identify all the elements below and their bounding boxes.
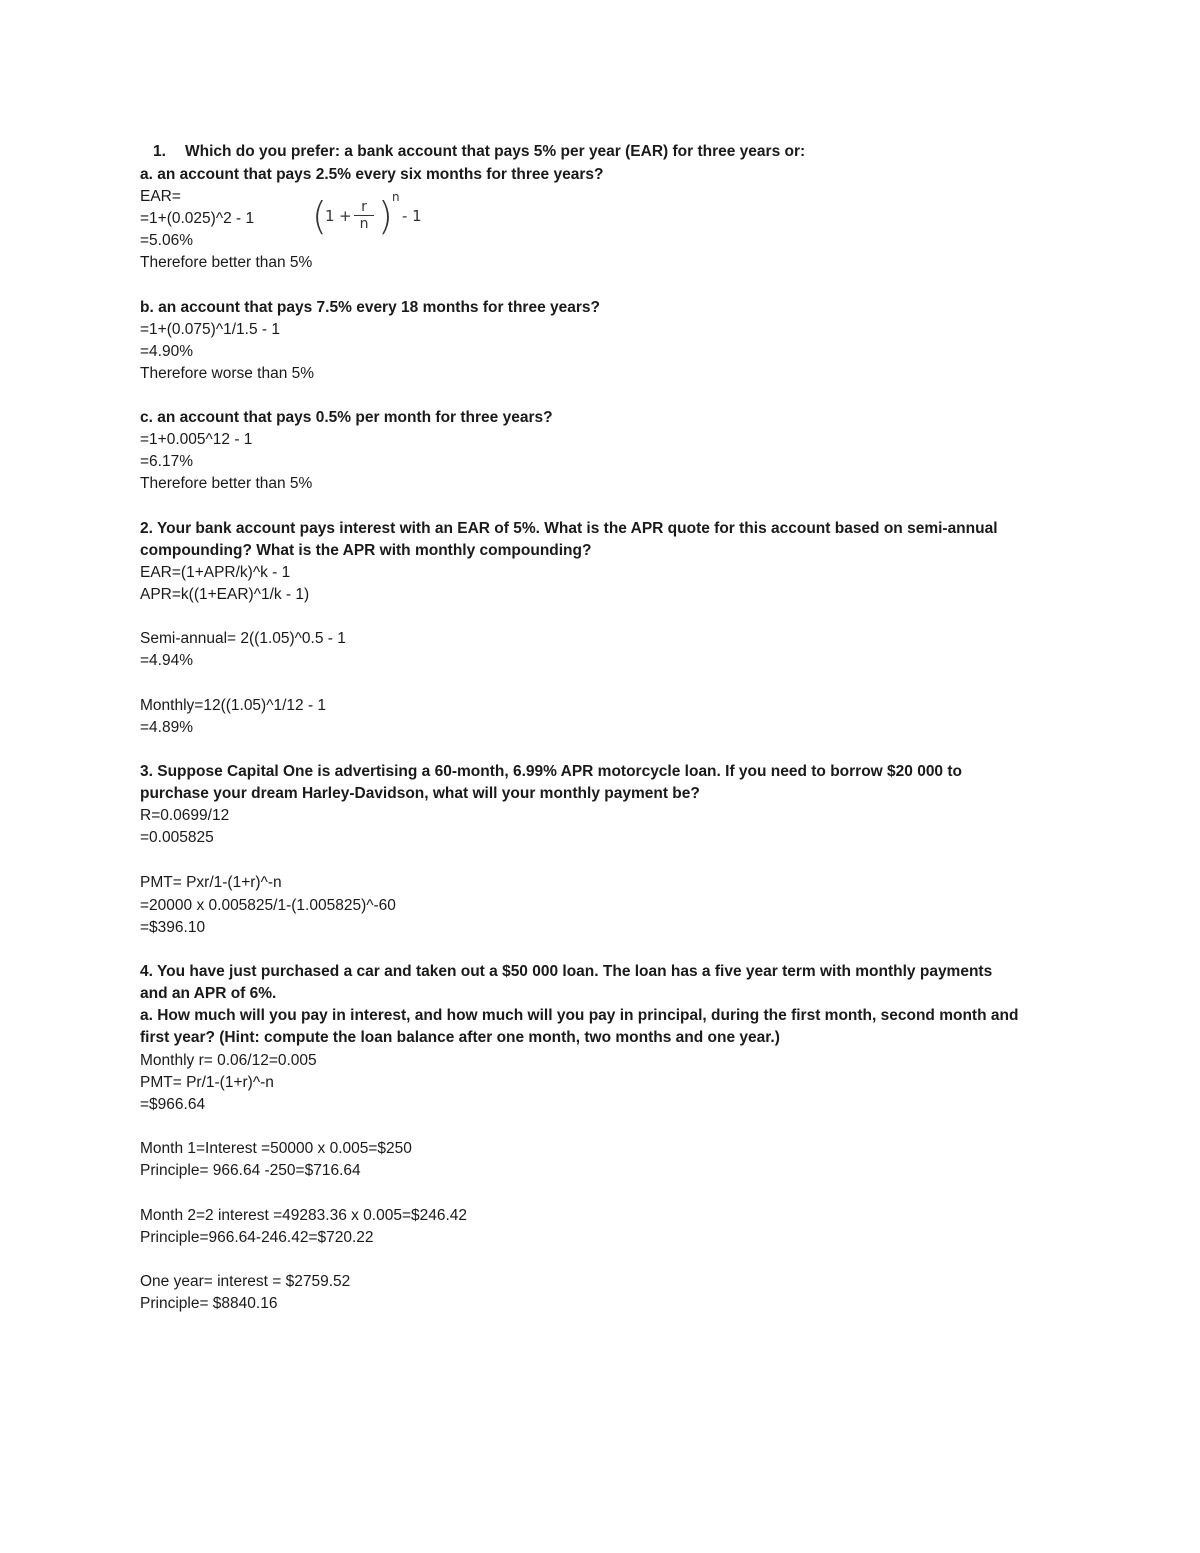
q4-line: Principle= $8840.16 [140,1295,278,1312]
q1c-heading: c. an account that pays 0.5% per month for three years? [140,409,553,426]
q2-line: Monthly=12((1.05)^1/12 - 1 [140,697,327,714]
q4-line: One year= interest = $2759.52 [140,1273,351,1290]
q2-line: =4.89% [140,719,194,736]
q2-line: =4.94% [140,652,194,669]
q1b-line: =1+(0.075)^1/1.5 - 1 [140,321,280,338]
q4-line: Monthly r= 0.06/12=0.005 [140,1052,317,1069]
q2-line: EAR=(1+APR/k)^k - 1 [140,564,291,581]
q4-line: Month 2=2 interest =49283.36 x 0.005=$246.42 [140,1207,468,1224]
q1-question-text: Which do you prefer: a bank account that pays 5% per year (EAR) for three years or: [185,143,806,160]
q3-line: =20000 x 0.005825/1-(1.005825)^-60 [140,897,396,914]
q1-question [153,141,805,163]
q1b-heading: b. an account that pays 7.5% every 18 months for three years? [140,299,600,316]
q2-heading: 2. Your bank account pays interest with an EAR of 5%. What is the APR quote for this account based on semi-annual [140,520,998,537]
q1c-line: Therefore better than 5% [140,475,313,492]
q1-number: 1. [153,143,166,160]
q3-line: =0.005825 [140,829,214,846]
q4a-heading: first year? (Hint: compute the loan balance after one month, two months and one year.) [140,1029,780,1046]
q1a-line: =5.06% [140,232,194,249]
q3-heading: purchase your dream Harley-Davidson, what will your monthly payment be? [140,785,700,802]
q3-heading: 3. Suppose Capital One is advertising a 60-month, 6.99% APR motorcycle loan. If you need to borrow $20 000 to [140,763,962,780]
q4-line: PMT= Pr/1-(1+r)^-n [140,1074,274,1091]
q1a-line: Therefore better than 5% [140,254,313,271]
q2-heading: compounding? What is the APR with monthly compounding? [140,542,592,559]
q1a-heading: a. an account that pays 2.5% every six months for three years? [140,166,604,183]
q4-line: =$966.64 [140,1096,206,1113]
q1b-line: =4.90% [140,343,194,360]
ear-formula-image: ( 1 + r n ) n - 1 [312,190,422,238]
q2-line: Semi-annual= 2((1.05)^0.5 - 1 [140,630,346,647]
q1b-line: Therefore worse than 5% [140,365,315,382]
q1c-line: =6.17% [140,453,194,470]
q2-line: APR=k((1+EAR)^1/k - 1) [140,586,310,603]
q1c-line: =1+0.005^12 - 1 [140,431,253,448]
q3-line: PMT= Pxr/1-(1+r)^-n [140,874,282,891]
q4-line: Principle=966.64-246.42=$720.22 [140,1229,374,1246]
q3-line: =$396.10 [140,919,206,936]
q4a-heading: a. How much will you pay in interest, and how much will you pay in principal, during the first month, second month and [140,1007,1019,1024]
q1a-line: EAR= [140,188,181,205]
q4-line: Principle= 966.64 -250=$716.64 [140,1162,361,1179]
q4-heading: 4. You have just purchased a car and taken out a $50 000 loan. The loan has a five year term with monthly payments [140,963,993,980]
q4-line: Month 1=Interest =50000 x 0.005=$250 [140,1140,412,1157]
q1a-line: =1+(0.025)^2 - 1 [140,210,255,227]
q4-heading: and an APR of 6%. [140,985,277,1002]
q3-line: R=0.0699/12 [140,807,230,824]
